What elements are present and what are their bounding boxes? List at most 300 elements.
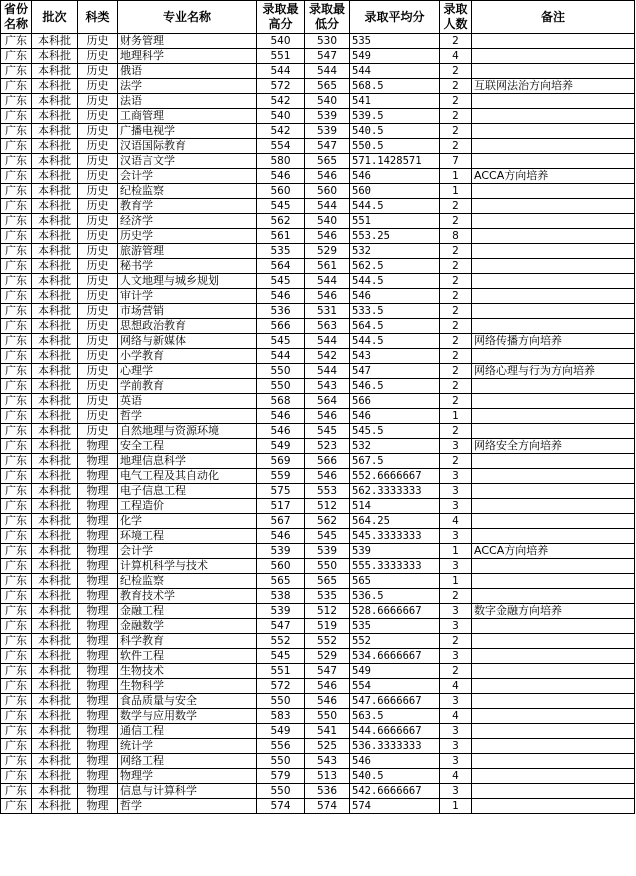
cell-province: 广东	[1, 274, 32, 289]
table-row	[1, 94, 635, 109]
cell-remark	[472, 469, 635, 484]
cell-min-score: 546	[305, 469, 350, 484]
table-row	[1, 304, 635, 319]
table-row	[1, 244, 635, 259]
cell-remark	[472, 709, 635, 724]
cell-batch: 本科批	[32, 169, 78, 184]
cell-max-score: 539	[257, 604, 305, 619]
cell-subject: 物理	[78, 634, 118, 649]
cell-major: 工商管理	[118, 109, 257, 124]
cell-avg-score: 545.3333333	[350, 529, 440, 544]
cell-avg-score: 545.5	[350, 424, 440, 439]
cell-subject: 历史	[78, 274, 118, 289]
table-row	[1, 259, 635, 274]
cell-avg-score: 546	[350, 169, 440, 184]
cell-major: 地理信息科学	[118, 454, 257, 469]
cell-batch: 本科批	[32, 784, 78, 799]
table-row	[1, 229, 635, 244]
cell-avg-score: 551	[350, 214, 440, 229]
cell-province: 广东	[1, 379, 32, 394]
cell-max-score: 539	[257, 544, 305, 559]
cell-subject: 物理	[78, 649, 118, 664]
cell-subject: 物理	[78, 679, 118, 694]
cell-min-score: 543	[305, 379, 350, 394]
cell-major: 电气工程及其自动化	[118, 469, 257, 484]
cell-min-score: 546	[305, 229, 350, 244]
cell-avg-score: 550.5	[350, 139, 440, 154]
cell-min-score: 539	[305, 109, 350, 124]
cell-major: 秘书学	[118, 259, 257, 274]
cell-batch: 本科批	[32, 694, 78, 709]
cell-avg-score: 546	[350, 754, 440, 769]
cell-province: 广东	[1, 94, 32, 109]
cell-max-score: 545	[257, 334, 305, 349]
cell-avg-score: 571.1428571	[350, 154, 440, 169]
cell-max-score: 551	[257, 49, 305, 64]
cell-province: 广东	[1, 244, 32, 259]
cell-batch: 本科批	[32, 64, 78, 79]
cell-avg-score: 544.5	[350, 274, 440, 289]
cell-avg-score: 547	[350, 364, 440, 379]
cell-province: 广东	[1, 559, 32, 574]
cell-province: 广东	[1, 49, 32, 64]
cell-avg-score: 562.3333333	[350, 484, 440, 499]
cell-avg-score: 536.5	[350, 589, 440, 604]
cell-major: 计算机科学与技术	[118, 559, 257, 574]
cell-subject: 历史	[78, 304, 118, 319]
cell-subject: 物理	[78, 559, 118, 574]
cell-batch: 本科批	[32, 364, 78, 379]
cell-max-score: 583	[257, 709, 305, 724]
cell-subject: 历史	[78, 424, 118, 439]
cell-max-score: 551	[257, 664, 305, 679]
cell-subject: 历史	[78, 289, 118, 304]
cell-subject: 物理	[78, 469, 118, 484]
cell-max-score: 550	[257, 784, 305, 799]
cell-remark: ACCA方向培养	[472, 544, 635, 559]
table-row	[1, 184, 635, 199]
cell-major: 旅游管理	[118, 244, 257, 259]
cell-batch: 本科批	[32, 199, 78, 214]
cell-min-score: 547	[305, 664, 350, 679]
cell-avg-score: 546	[350, 409, 440, 424]
cell-major: 生物技术	[118, 664, 257, 679]
cell-remark	[472, 694, 635, 709]
cell-remark	[472, 424, 635, 439]
cell-max-score: 550	[257, 379, 305, 394]
cell-min-score: 535	[305, 589, 350, 604]
cell-province: 广东	[1, 394, 32, 409]
cell-remark	[472, 679, 635, 694]
cell-max-score: 575	[257, 484, 305, 499]
cell-batch: 本科批	[32, 259, 78, 274]
cell-avg-score: 544.5	[350, 199, 440, 214]
cell-batch: 本科批	[32, 124, 78, 139]
cell-avg-score: 532	[350, 244, 440, 259]
table-row	[1, 409, 635, 424]
cell-count: 3	[440, 619, 472, 634]
cell-batch: 本科批	[32, 244, 78, 259]
cell-remark	[472, 229, 635, 244]
table-row	[1, 469, 635, 484]
cell-min-score: 539	[305, 544, 350, 559]
cell-subject: 历史	[78, 334, 118, 349]
cell-province: 广东	[1, 679, 32, 694]
cell-province: 广东	[1, 169, 32, 184]
cell-remark	[472, 724, 635, 739]
cell-batch: 本科批	[32, 394, 78, 409]
cell-max-score: 545	[257, 274, 305, 289]
cell-province: 广东	[1, 589, 32, 604]
cell-major: 学前教育	[118, 379, 257, 394]
cell-remark	[472, 739, 635, 754]
cell-major: 食品质量与安全	[118, 694, 257, 709]
table-row	[1, 514, 635, 529]
cell-batch: 本科批	[32, 214, 78, 229]
cell-max-score: 579	[257, 769, 305, 784]
cell-major: 会计学	[118, 544, 257, 559]
table-row	[1, 364, 635, 379]
cell-province: 广东	[1, 604, 32, 619]
cell-count: 3	[440, 739, 472, 754]
cell-min-score: 544	[305, 274, 350, 289]
cell-remark: 互联网法治方向培养	[472, 79, 635, 94]
cell-province: 广东	[1, 514, 32, 529]
table-row	[1, 379, 635, 394]
cell-major: 地理科学	[118, 49, 257, 64]
cell-avg-score: 543	[350, 349, 440, 364]
cell-major: 化学	[118, 514, 257, 529]
cell-batch: 本科批	[32, 289, 78, 304]
cell-count: 3	[440, 484, 472, 499]
cell-min-score: 543	[305, 754, 350, 769]
cell-subject: 历史	[78, 199, 118, 214]
cell-major: 信息与计算科学	[118, 784, 257, 799]
table-row	[1, 619, 635, 634]
cell-max-score: 572	[257, 79, 305, 94]
cell-subject: 历史	[78, 49, 118, 64]
cell-remark	[472, 454, 635, 469]
cell-remark	[472, 574, 635, 589]
cell-max-score: 574	[257, 799, 305, 814]
cell-count: 2	[440, 139, 472, 154]
cell-min-score: 550	[305, 559, 350, 574]
cell-subject: 物理	[78, 709, 118, 724]
cell-count: 1	[440, 169, 472, 184]
cell-avg-score: 532	[350, 439, 440, 454]
cell-count: 7	[440, 154, 472, 169]
cell-remark	[472, 244, 635, 259]
cell-batch: 本科批	[32, 709, 78, 724]
cell-max-score: 562	[257, 214, 305, 229]
cell-remark	[472, 289, 635, 304]
cell-batch: 本科批	[32, 274, 78, 289]
cell-min-score: 540	[305, 214, 350, 229]
table-row	[1, 574, 635, 589]
cell-max-score: 550	[257, 364, 305, 379]
cell-min-score: 565	[305, 79, 350, 94]
cell-batch: 本科批	[32, 559, 78, 574]
cell-max-score: 549	[257, 724, 305, 739]
cell-max-score: 568	[257, 394, 305, 409]
cell-subject: 历史	[78, 109, 118, 124]
cell-batch: 本科批	[32, 604, 78, 619]
cell-max-score: 536	[257, 304, 305, 319]
cell-max-score: 517	[257, 499, 305, 514]
cell-min-score: 563	[305, 319, 350, 334]
cell-avg-score: 528.6666667	[350, 604, 440, 619]
cell-min-score: 547	[305, 49, 350, 64]
cell-major: 审计学	[118, 289, 257, 304]
cell-avg-score: 567.5	[350, 454, 440, 469]
cell-max-score: 546	[257, 424, 305, 439]
table-body	[1, 34, 635, 814]
cell-batch: 本科批	[32, 634, 78, 649]
cell-batch: 本科批	[32, 724, 78, 739]
cell-min-score: 523	[305, 439, 350, 454]
cell-avg-score: 549	[350, 49, 440, 64]
cell-count: 4	[440, 679, 472, 694]
cell-major: 生物科学	[118, 679, 257, 694]
header-row	[1, 1, 635, 34]
cell-remark	[472, 799, 635, 814]
cell-remark	[472, 619, 635, 634]
cell-subject: 物理	[78, 499, 118, 514]
cell-remark	[472, 514, 635, 529]
cell-count: 1	[440, 799, 472, 814]
cell-count: 3	[440, 784, 472, 799]
cell-batch: 本科批	[32, 424, 78, 439]
cell-province: 广东	[1, 799, 32, 814]
cell-subject: 物理	[78, 769, 118, 784]
table-row	[1, 529, 635, 544]
cell-province: 广东	[1, 649, 32, 664]
cell-subject: 历史	[78, 184, 118, 199]
cell-count: 3	[440, 649, 472, 664]
cell-max-score: 560	[257, 184, 305, 199]
cell-subject: 历史	[78, 79, 118, 94]
cell-major: 汉语言文学	[118, 154, 257, 169]
cell-subject: 物理	[78, 799, 118, 814]
table-row	[1, 649, 635, 664]
cell-min-score: 525	[305, 739, 350, 754]
cell-max-score: 545	[257, 199, 305, 214]
cell-major: 网络与新媒体	[118, 334, 257, 349]
table-row	[1, 679, 635, 694]
cell-province: 广东	[1, 79, 32, 94]
cell-avg-score: 553.25	[350, 229, 440, 244]
cell-min-score: 562	[305, 514, 350, 529]
cell-subject: 历史	[78, 394, 118, 409]
table-row	[1, 454, 635, 469]
cell-remark	[472, 499, 635, 514]
cell-avg-score: 560	[350, 184, 440, 199]
table-row	[1, 694, 635, 709]
cell-max-score: 540	[257, 109, 305, 124]
cell-min-score: 546	[305, 679, 350, 694]
header-max-score: 录取最高分	[257, 1, 305, 34]
cell-min-score: 539	[305, 124, 350, 139]
cell-subject: 物理	[78, 589, 118, 604]
cell-subject: 历史	[78, 379, 118, 394]
cell-subject: 历史	[78, 154, 118, 169]
cell-batch: 本科批	[32, 589, 78, 604]
header-count: 录取人数	[440, 1, 472, 34]
cell-batch: 本科批	[32, 544, 78, 559]
cell-max-score: 535	[257, 244, 305, 259]
cell-remark	[472, 139, 635, 154]
cell-major: 电子信息工程	[118, 484, 257, 499]
cell-major: 金融工程	[118, 604, 257, 619]
cell-province: 广东	[1, 349, 32, 364]
cell-batch: 本科批	[32, 184, 78, 199]
cell-province: 广东	[1, 724, 32, 739]
header-subject: 科类	[78, 1, 118, 34]
cell-batch: 本科批	[32, 334, 78, 349]
table-row	[1, 499, 635, 514]
cell-major: 思想政治教育	[118, 319, 257, 334]
cell-remark: 数字金融方向培养	[472, 604, 635, 619]
cell-avg-score: 539.5	[350, 109, 440, 124]
cell-batch: 本科批	[32, 109, 78, 124]
cell-batch: 本科批	[32, 574, 78, 589]
cell-count: 3	[440, 529, 472, 544]
cell-subject: 物理	[78, 739, 118, 754]
cell-max-score: 559	[257, 469, 305, 484]
table-row	[1, 349, 635, 364]
cell-remark	[472, 664, 635, 679]
cell-major: 软件工程	[118, 649, 257, 664]
cell-count: 3	[440, 499, 472, 514]
cell-province: 广东	[1, 259, 32, 274]
table-row	[1, 289, 635, 304]
cell-batch: 本科批	[32, 619, 78, 634]
cell-avg-score: 574	[350, 799, 440, 814]
cell-province: 广东	[1, 139, 32, 154]
cell-batch: 本科批	[32, 739, 78, 754]
cell-max-score: 542	[257, 124, 305, 139]
cell-batch: 本科批	[32, 79, 78, 94]
table-row	[1, 169, 635, 184]
cell-major: 市场营销	[118, 304, 257, 319]
cell-max-score: 580	[257, 154, 305, 169]
cell-count: 2	[440, 244, 472, 259]
table-row	[1, 154, 635, 169]
cell-count: 4	[440, 514, 472, 529]
table-row	[1, 664, 635, 679]
cell-province: 广东	[1, 199, 32, 214]
cell-subject: 物理	[78, 724, 118, 739]
cell-major: 安全工程	[118, 439, 257, 454]
cell-major: 教育技术学	[118, 589, 257, 604]
cell-province: 广东	[1, 739, 32, 754]
cell-remark: 网络安全方向培养	[472, 439, 635, 454]
cell-batch: 本科批	[32, 679, 78, 694]
cell-min-score: 530	[305, 34, 350, 49]
cell-subject: 物理	[78, 484, 118, 499]
cell-count: 2	[440, 349, 472, 364]
cell-subject: 历史	[78, 34, 118, 49]
cell-max-score: 546	[257, 169, 305, 184]
cell-major: 法学	[118, 79, 257, 94]
cell-province: 广东	[1, 529, 32, 544]
cell-count: 3	[440, 604, 472, 619]
header-major: 专业名称	[118, 1, 257, 34]
table-row	[1, 34, 635, 49]
cell-province: 广东	[1, 184, 32, 199]
cell-avg-score: 562.5	[350, 259, 440, 274]
cell-batch: 本科批	[32, 319, 78, 334]
cell-count: 2	[440, 79, 472, 94]
cell-subject: 物理	[78, 694, 118, 709]
cell-major: 哲学	[118, 799, 257, 814]
table-row	[1, 109, 635, 124]
cell-major: 历史学	[118, 229, 257, 244]
cell-subject: 历史	[78, 169, 118, 184]
cell-max-score: 552	[257, 634, 305, 649]
cell-max-score: 561	[257, 229, 305, 244]
cell-major: 经济学	[118, 214, 257, 229]
cell-max-score: 550	[257, 754, 305, 769]
cell-avg-score: 568.5	[350, 79, 440, 94]
cell-count: 2	[440, 394, 472, 409]
table-row	[1, 784, 635, 799]
cell-subject: 物理	[78, 439, 118, 454]
cell-province: 广东	[1, 424, 32, 439]
cell-remark	[472, 214, 635, 229]
cell-min-score: 542	[305, 349, 350, 364]
cell-major: 工程造价	[118, 499, 257, 514]
cell-avg-score: 549	[350, 664, 440, 679]
cell-subject: 历史	[78, 139, 118, 154]
cell-avg-score: 542.6666667	[350, 784, 440, 799]
cell-max-score: 546	[257, 529, 305, 544]
cell-province: 广东	[1, 214, 32, 229]
cell-count: 2	[440, 259, 472, 274]
cell-batch: 本科批	[32, 154, 78, 169]
cell-max-score: 550	[257, 694, 305, 709]
cell-remark: 网络心理与行为方向培养	[472, 364, 635, 379]
table-row	[1, 724, 635, 739]
cell-count: 4	[440, 709, 472, 724]
cell-count: 2	[440, 94, 472, 109]
cell-batch: 本科批	[32, 799, 78, 814]
cell-province: 广东	[1, 304, 32, 319]
table-row	[1, 544, 635, 559]
cell-min-score: 550	[305, 709, 350, 724]
cell-province: 广东	[1, 64, 32, 79]
table-row	[1, 484, 635, 499]
cell-remark	[472, 304, 635, 319]
cell-major: 数学与应用数学	[118, 709, 257, 724]
table-row	[1, 604, 635, 619]
cell-count: 1	[440, 409, 472, 424]
cell-count: 2	[440, 109, 472, 124]
table-row	[1, 709, 635, 724]
cell-subject: 历史	[78, 364, 118, 379]
cell-batch: 本科批	[32, 514, 78, 529]
cell-count: 3	[440, 754, 472, 769]
cell-subject: 历史	[78, 64, 118, 79]
cell-avg-score: 534.6666667	[350, 649, 440, 664]
cell-batch: 本科批	[32, 499, 78, 514]
cell-subject: 历史	[78, 349, 118, 364]
cell-avg-score: 540.5	[350, 124, 440, 139]
table-row	[1, 559, 635, 574]
table-row	[1, 739, 635, 754]
cell-province: 广东	[1, 694, 32, 709]
cell-province: 广东	[1, 289, 32, 304]
